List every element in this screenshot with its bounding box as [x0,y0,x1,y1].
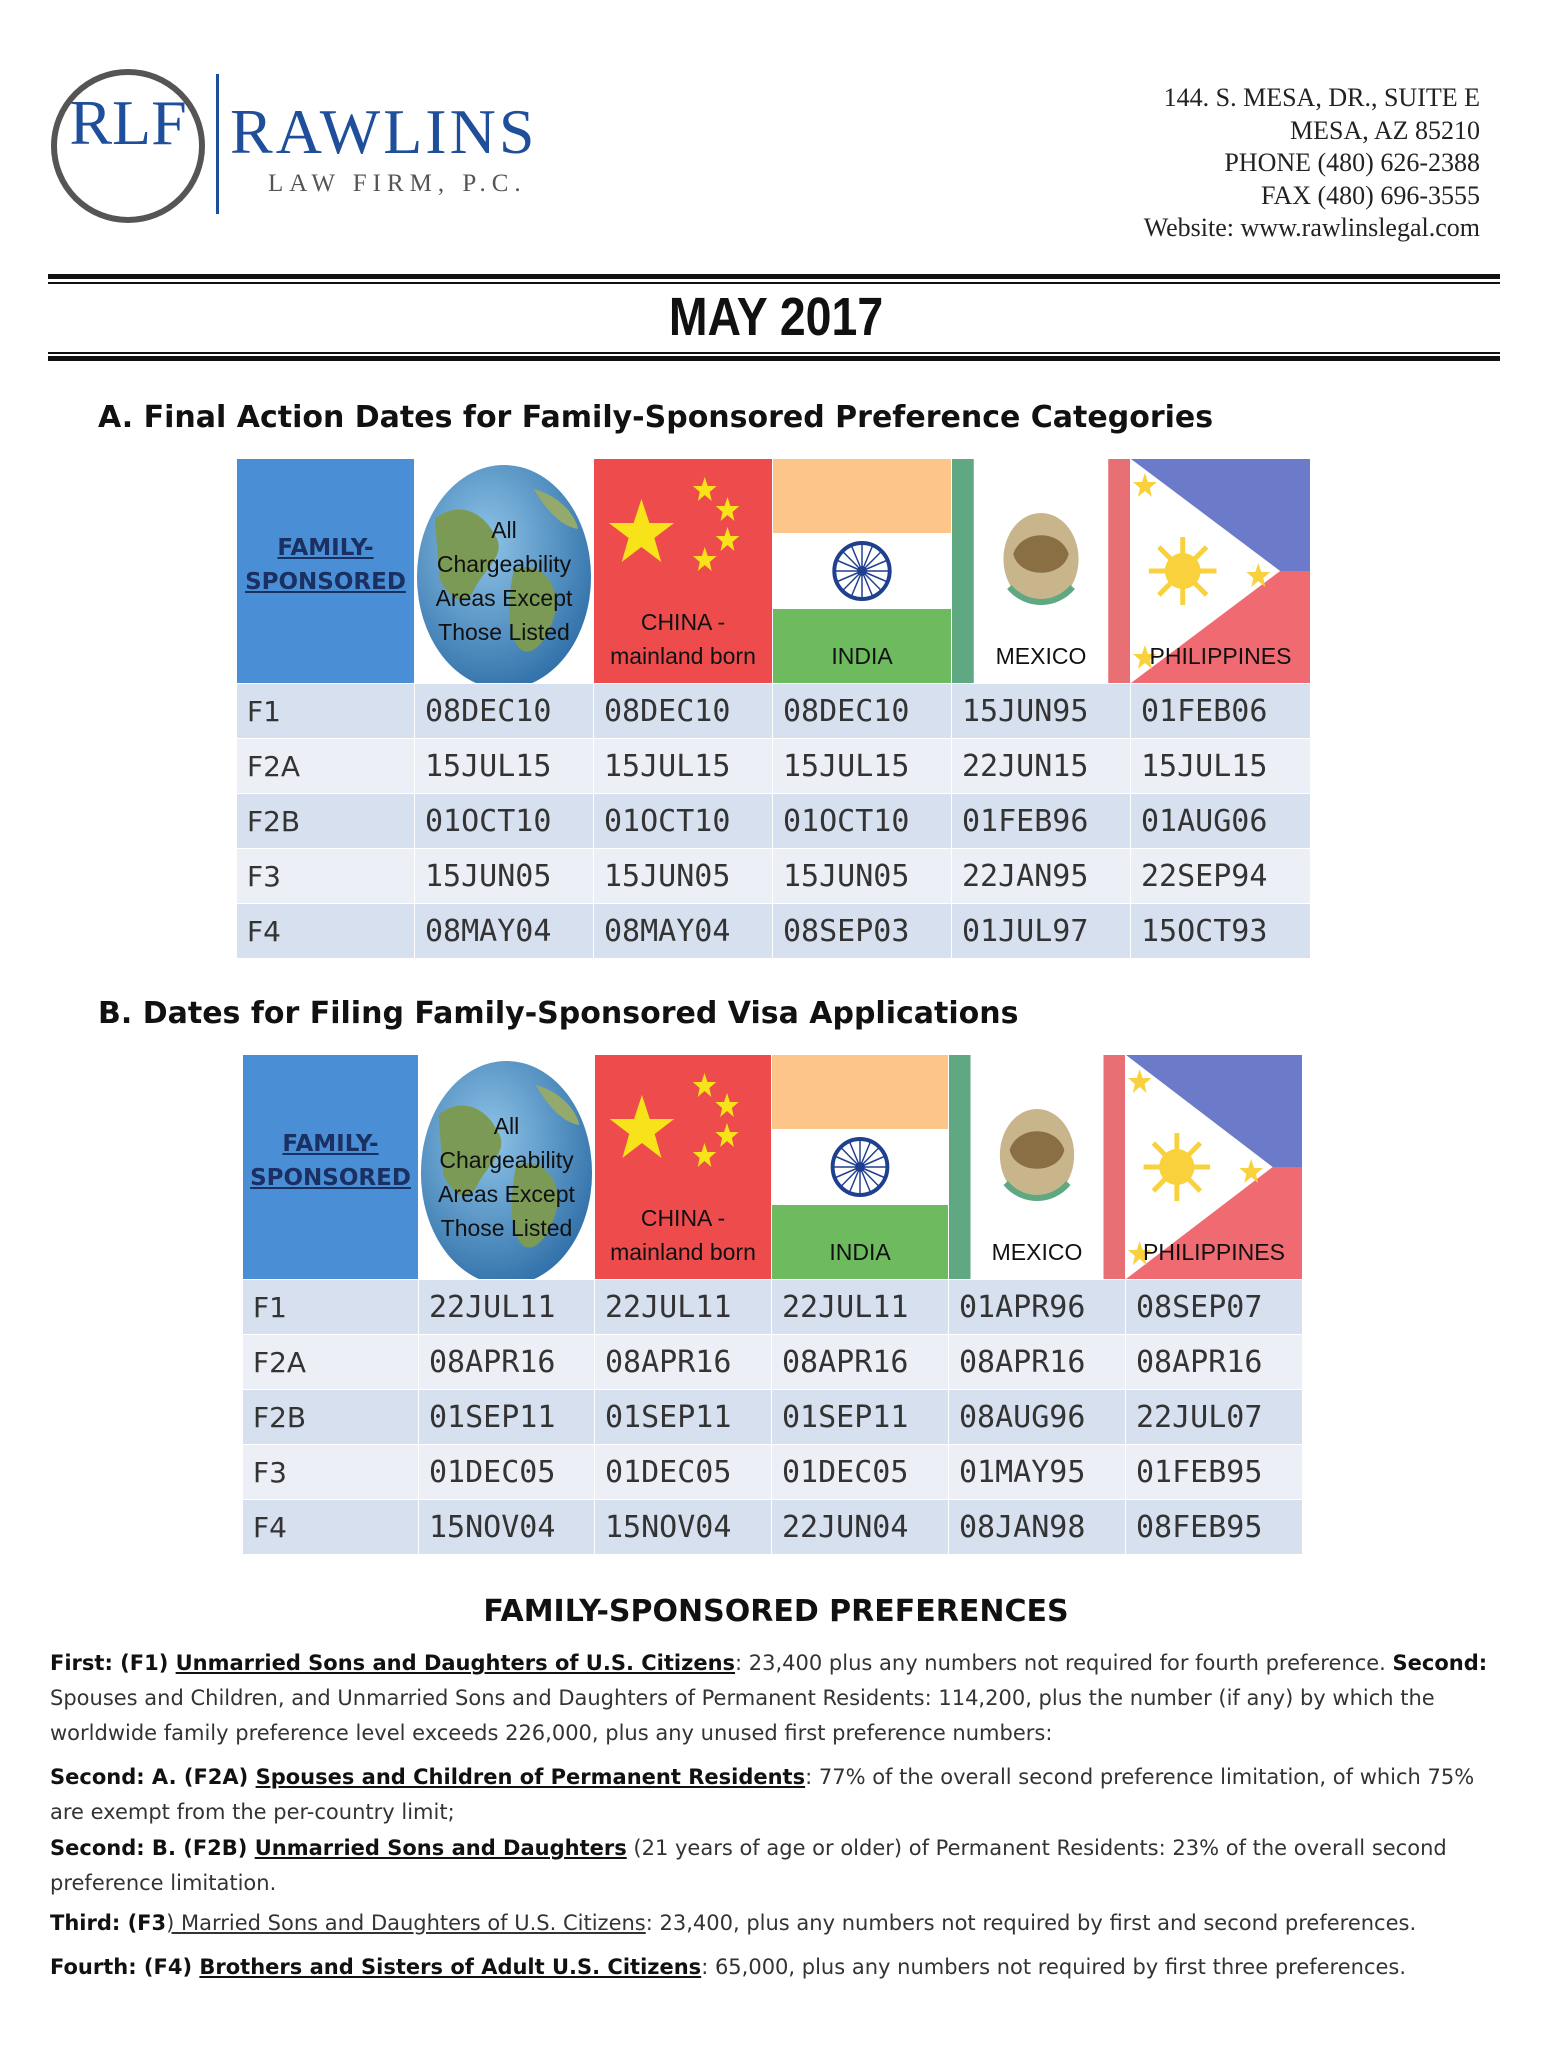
family-sponsored-line: FAMILY- [282,1131,379,1157]
date-cell: 01SEP11 [772,1390,949,1445]
date-cell: 08SEP07 [1126,1280,1303,1335]
table-row [237,684,1311,739]
header-column [773,459,952,684]
column-label-line: Areas Except [438,1181,575,1207]
table-row [243,1280,1303,1335]
date-cell: 22SEP94 [1131,849,1311,904]
date-cell: 22JUL11 [595,1280,772,1335]
preferences-heading: FAMILY-SPONSORED PREFERENCES [483,1594,1069,1629]
date-cell: 15JUN05 [594,849,773,904]
month-title: MAY 2017 [668,287,884,347]
pref-text: (21 years of age or older) of Permanent Residents: 23% of the overall second preference limitation. [50,1836,1447,1895]
date-cell: 08DEC10 [773,684,952,739]
date-cell: 01SEP11 [595,1390,772,1445]
date-cell: 22JUN04 [772,1500,949,1555]
table-row [237,904,1311,959]
logo-monogram-icon [48,66,218,236]
table-row [243,1335,1303,1390]
column-label-line: All [493,1113,520,1139]
column-label [952,639,1130,673]
date-cell: 22JUL11 [772,1280,949,1335]
column-label [772,1235,948,1269]
column-label-line: CHINA - [640,609,726,635]
category-cell: F2A [237,739,415,794]
firm-subtitle: LAW FIRM, P.C. [268,170,527,197]
column-label-line: INDIA [829,1239,891,1265]
date-cell: 08APR16 [772,1335,949,1390]
date-cell: 01MAY95 [949,1445,1126,1500]
preference-f2a [50,1760,1510,1830]
header-rule-top-thin [48,282,1500,284]
category-cell: F2B [237,794,415,849]
column-label-line: Areas Except [435,585,573,611]
date-cell: 01DEC05 [595,1445,772,1500]
header-rule-top [48,274,1500,279]
date-cell: 15OCT93 [1131,904,1311,959]
website-line[interactable]: Website: www.rawlinslegal.com [1143,213,1480,242]
column-label-line: MEXICO [995,643,1087,669]
table-row [243,1390,1303,1445]
column-label-line: Those Listed [438,619,570,645]
date-cell: 15JUN95 [952,684,1131,739]
header-column [952,459,1131,684]
firm-name: RAWLINS [230,96,538,167]
column-label-line: INDIA [831,643,893,669]
category-cell: F4 [243,1500,419,1555]
date-cell: 01FEB95 [1126,1445,1303,1500]
column-label [949,1235,1125,1269]
table-header-row [243,1055,1303,1280]
final-action-dates-table [236,458,1311,959]
preference-f4 [50,1950,1510,1985]
column-label [1131,639,1310,673]
header-rule-bottom-thin [48,352,1500,354]
date-cell: 01AUG06 [1131,794,1311,849]
header-column [415,459,594,684]
date-cell: 08APR16 [419,1335,595,1390]
address-line: MESA, AZ 85210 [1290,115,1480,145]
category-cell: F4 [237,904,415,959]
pref-lead: First: (F1) [50,1651,176,1675]
date-cell: 15JUN05 [773,849,952,904]
date-cell: 15JUL15 [415,739,594,794]
column-label-line: Chargeability [439,1147,574,1173]
category-cell: F3 [237,849,415,904]
pref-text: : 23,400, plus any numbers not required by first and second preferences. [645,1911,1417,1935]
date-cell: 22JUL11 [419,1280,595,1335]
date-cell: 01OCT10 [594,794,773,849]
header-column [1126,1055,1303,1280]
date-cell: 08APR16 [1126,1335,1303,1390]
table-row [237,739,1311,794]
preference-f1 [50,1646,1510,1751]
pref-category-link: Spouses and Children of Permanent Residents [255,1765,806,1789]
table-row [237,849,1311,904]
logo-divider [216,74,219,214]
date-cell: 08MAY04 [415,904,594,959]
column-label-line: Those Listed [440,1215,573,1241]
family-sponsored-line: FAMILY- [277,535,374,561]
pref-text: : 23,400 plus any numbers not required for fourth preference. [735,1651,1393,1675]
date-cell: 01JUL97 [952,904,1131,959]
date-cell: 08FEB95 [1126,1500,1303,1555]
firm-address [1144,82,1480,245]
pref-lead: Second: B. (F2B) [50,1836,255,1860]
date-cell: 08MAY04 [594,904,773,959]
date-cell: 15JUN05 [415,849,594,904]
preference-f3 [50,1906,1510,1941]
column-label-line: All [491,517,517,543]
date-cell: 01FEB06 [1131,684,1311,739]
header-family-sponsored [237,459,415,684]
column-label-line: PHILIPPINES [1143,1239,1285,1265]
date-cell: 15NOV04 [595,1500,772,1555]
date-cell: 22JUL07 [1126,1390,1303,1445]
date-cell: 08SEP03 [773,904,952,959]
date-cell: 22JAN95 [952,849,1131,904]
column-label [773,639,951,673]
pref-category-link: Unmarried Sons and Daughters [254,1836,627,1860]
pref-lead: Third: (F3 [50,1911,167,1935]
section-b-heading: B. Dates for Filing Family-Sponsored Visa Applications [98,996,1019,1031]
pref-category-link: ) Married Sons and Daughters of U.S. Citizens [166,1911,646,1935]
category-cell: F2B [243,1390,419,1445]
column-label-line: CHINA - [640,1205,726,1231]
pref-lead: Fourth: (F4) [50,1955,200,1979]
column-label [594,605,772,673]
address-line: 144. S. MESA, DR., SUITE E [1163,83,1480,112]
category-cell: F1 [237,684,415,739]
column-label-line: mainland born [610,643,756,669]
date-cell: 08APR16 [949,1335,1126,1390]
section-a-heading: A. Final Action Dates for Family-Sponsored Preference Categories [98,400,1214,435]
table-row [243,1500,1303,1555]
preference-f2b [50,1831,1510,1901]
header-column [594,459,773,684]
date-cell: 08AUG96 [949,1390,1126,1445]
date-cell: 01DEC05 [419,1445,595,1500]
pref-text: : 65,000, plus any numbers not required by first three preferences. [701,1955,1407,1979]
column-label-line: Chargeability [436,551,572,577]
date-cell: 22JUN15 [952,739,1131,794]
table-header-row [237,459,1311,684]
date-cell: 15JUL15 [594,739,773,794]
date-cell: 15JUL15 [1131,739,1311,794]
family-sponsored-label [237,531,414,599]
date-cell: 15NOV04 [419,1500,595,1555]
date-cell: 01DEC05 [772,1445,949,1500]
family-sponsored-line: SPONSORED [245,569,406,595]
date-cell: 08DEC10 [594,684,773,739]
date-cell: 08DEC10 [415,684,594,739]
column-label [415,513,593,649]
family-sponsored-line: SPONSORED [250,1165,411,1191]
date-cell: 01OCT10 [773,794,952,849]
category-cell: F3 [243,1445,419,1500]
pref-category-link: Brothers and Sisters of Adult U.S. Citizens [199,1955,702,1979]
pref-text: : 77% of the overall second preference limitation, of which 75% are exempt from the per-country limit; [50,1765,1475,1824]
date-cell: 15JUL15 [773,739,952,794]
header-column [595,1055,772,1280]
pref-lead: Second: A. (F2A) [50,1765,256,1789]
logo-monogram: RLF [69,87,187,158]
header-column [419,1055,595,1280]
dates-for-filing-table [242,1054,1303,1555]
header-column [772,1055,949,1280]
header-column [1131,459,1311,684]
column-label-line: PHILIPPINES [1149,643,1292,669]
date-cell: 01OCT10 [415,794,594,849]
column-label [595,1201,771,1269]
pref-text: Spouses and Children, and Unmarried Sons and Daughters of Permanent Residents: 114,200, plus the number (if any) by which the worldwide family preference level exceeds 226,000, plus any unused first preference numbers: [50,1686,1435,1745]
date-cell: 08JAN98 [949,1500,1126,1555]
date-cell: 01APR96 [949,1280,1126,1335]
family-sponsored-label [243,1127,418,1195]
column-label-line: MEXICO [991,1239,1083,1265]
table-row [237,794,1311,849]
header-rule-bottom [48,356,1500,361]
pref-category-link: Unmarried Sons and Daughters of U.S. Citizens [175,1651,736,1675]
date-cell: 01SEP11 [419,1390,595,1445]
date-cell: 08APR16 [595,1335,772,1390]
column-label [1126,1235,1302,1269]
fax-line: FAX (480) 696-3555 [1260,180,1480,210]
date-cell: 01FEB96 [952,794,1131,849]
pref-lead: Second: [1392,1651,1488,1675]
header-column [949,1055,1126,1280]
category-cell: F1 [243,1280,419,1335]
category-cell: F2A [243,1335,419,1390]
firm-logo [48,66,568,236]
column-label-line: mainland born [610,1239,756,1265]
header-family-sponsored [243,1055,419,1280]
table-row [243,1445,1303,1500]
phone-line: PHONE (480) 626-2388 [1224,148,1480,177]
column-label [419,1109,594,1245]
